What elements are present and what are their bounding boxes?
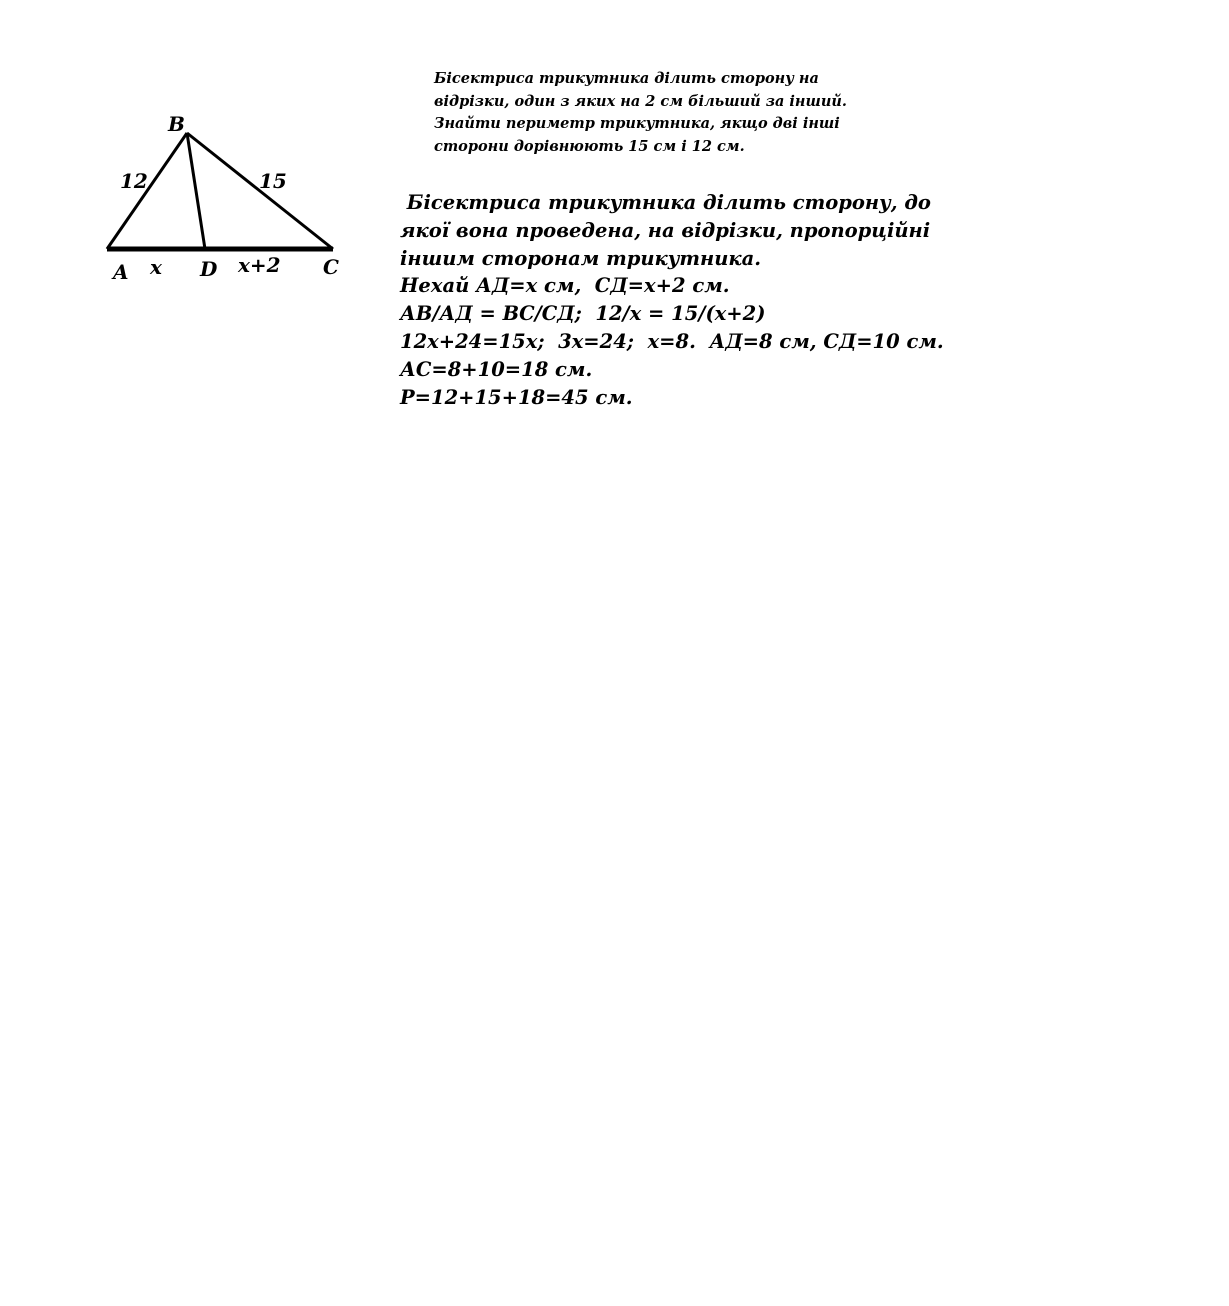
- segment-label-dc: x+2: [238, 253, 281, 277]
- solution-line: АС=8+10=18 см.: [400, 357, 593, 381]
- problem-line: Бісектриса трикутника ділить сторону на: [434, 70, 819, 87]
- solution-line: якої вона проведена, на відрізки, пропорційні: [400, 218, 931, 242]
- side-label-ab: 12: [120, 169, 148, 193]
- solution-line: Нехай АД=х см, СД=х+2 см.: [400, 274, 730, 298]
- solution-line: іншим сторонам трикутника.: [400, 246, 762, 270]
- bisector-bd: [187, 133, 205, 249]
- vertex-label-c: C: [323, 255, 339, 279]
- side-label-bc: 15: [259, 169, 287, 193]
- segment-label-ad: x: [150, 255, 162, 279]
- vertex-label-b: B: [168, 112, 185, 136]
- vertex-label-d: D: [200, 257, 218, 281]
- solution-line: 12х+24=15х; 3х=24; х=8. АД=8 см, СД=10 см.: [400, 329, 944, 353]
- triangle-diagram: [0, 0, 400, 300]
- solution-line: Р=12+15+18=45 см.: [400, 385, 633, 409]
- problem-line: відрізки, один з яких на 2 см більший за інший.: [434, 92, 847, 110]
- problem-line: сторони дорівнюють 15 см і 12 см.: [434, 137, 745, 155]
- solution-line: Бісектриса трикутника ділить сторону, до: [400, 191, 931, 214]
- vertex-label-a: A: [113, 260, 129, 284]
- problem-statement: [434, 68, 854, 158]
- problem-line: Знайти периметр трикутника, якщо дві інші: [434, 115, 840, 132]
- solution-line: АВ/АД = ВС/СД; 12/х = 15/(х+2): [400, 302, 766, 326]
- solution-text: [400, 189, 944, 411]
